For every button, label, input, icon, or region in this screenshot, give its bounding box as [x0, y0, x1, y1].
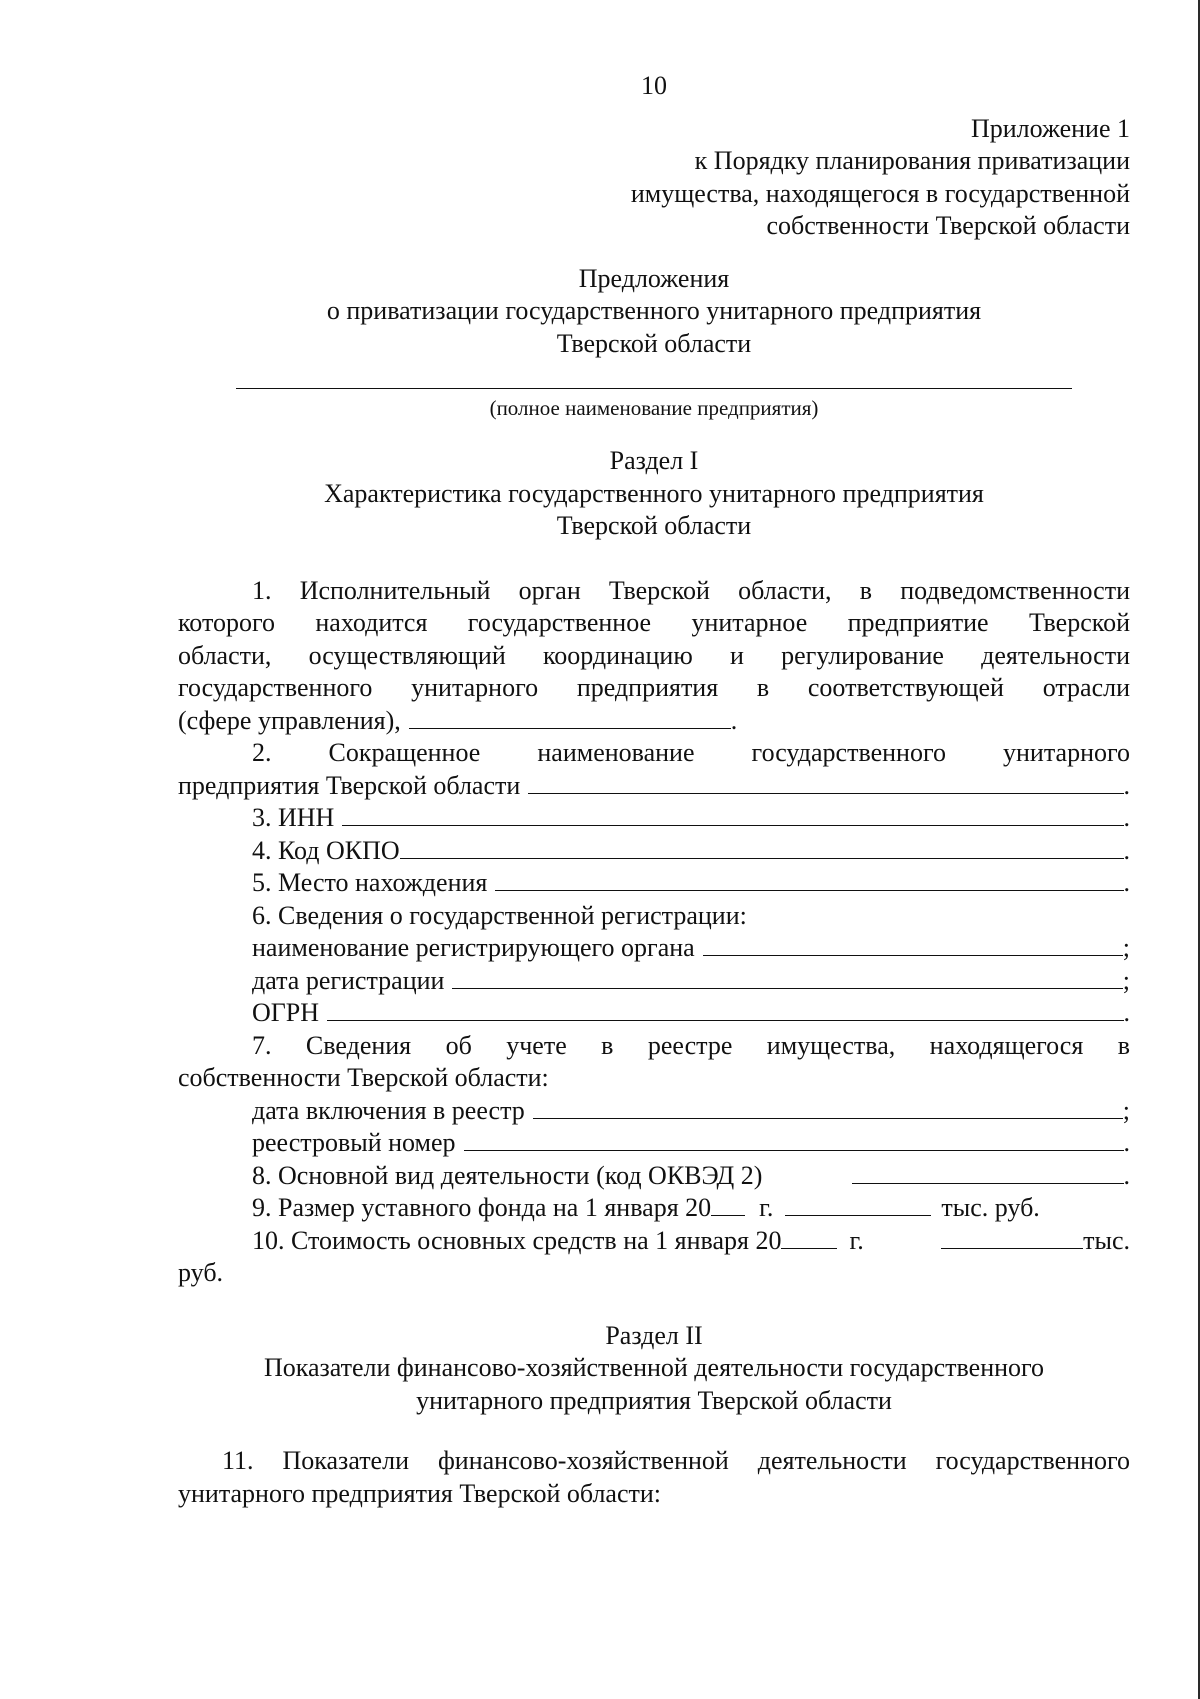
appendix-line-4: собственности Тверской области — [766, 211, 1130, 240]
item-3-inn-field[interactable] — [342, 803, 1123, 826]
item-4 — [178, 835, 1130, 868]
item-6-registrar-semicolon: ; — [1122, 933, 1130, 962]
item-4-period: . — [1123, 835, 1130, 865]
item-2-field[interactable] — [528, 771, 1123, 794]
section-1-number: Раздел I — [609, 446, 699, 475]
item-2-period: . — [1123, 770, 1130, 800]
item-7-number-field[interactable] — [464, 1128, 1124, 1151]
item-7-number-period: . — [1123, 1128, 1130, 1157]
item-6-registrar-label: наименование регистрирующего органа — [252, 933, 695, 962]
item-3-period: . — [1123, 803, 1130, 832]
enterprise-name-blank[interactable] — [236, 388, 1072, 389]
item-2-label: предприятия Тверской области — [178, 770, 521, 800]
item-7-date — [178, 1095, 1130, 1128]
item-10-year-field[interactable] — [781, 1226, 837, 1249]
appendix-header — [178, 113, 1130, 243]
section-2-title-line-2: унитарного предприятия Тверской области — [416, 1385, 892, 1415]
item-7-date-field[interactable] — [533, 1096, 1123, 1119]
document-page — [178, 70, 1130, 1510]
item-7-line-2: собственности Тверской области: — [178, 1063, 549, 1092]
item-6: 6. Сведения о государственной регистрации: — [252, 900, 747, 930]
item-6-ogrn — [178, 997, 1130, 1030]
item-10 — [178, 1225, 1130, 1258]
item-8-period: . — [1123, 1160, 1130, 1190]
item-7-date-label: дата включения в реестр — [252, 1095, 525, 1125]
item-7-date-semicolon: ; — [1122, 1095, 1130, 1125]
title-line-3: Тверской области — [556, 328, 752, 358]
item-1-label: (сфере управления), — [178, 705, 401, 735]
item-6-date-field[interactable] — [452, 966, 1122, 989]
item-8-label: 8. Основной вид деятельности (код ОКВЭД 2) — [252, 1160, 763, 1190]
item-6-ogrn-label: ОГРН — [252, 998, 320, 1027]
appendix-line-2: к Порядку планирования приватизации — [694, 146, 1130, 175]
item-1-line-5 — [178, 705, 1130, 738]
document-title — [178, 263, 1130, 361]
item-10-amount-field[interactable] — [941, 1226, 1083, 1249]
item-7-number — [178, 1127, 1130, 1160]
item-2-line-1: 2. Сокращенное наименование государственного унитарного — [252, 738, 1130, 767]
item-7-number-label: реестровый номер — [252, 1128, 456, 1157]
item-10-unit-part-2: руб. — [178, 1258, 224, 1287]
item-5-period: . — [1123, 868, 1130, 897]
section-1-title-line-1: Характеристика государственного унитарного предприятия — [324, 478, 984, 508]
item-9-label: 9. Размер уставного фонда на 1 января 20 — [252, 1193, 712, 1222]
title-line-1: Предложения — [578, 263, 730, 293]
item-6-date-semicolon: ; — [1122, 965, 1130, 995]
item-4-label: 4. Код ОКПО — [252, 835, 400, 865]
section-2-title-line-1: Показатели финансово-хозяйственной деятельности государственного — [263, 1353, 1045, 1382]
item-8-okved-field[interactable] — [852, 1161, 1124, 1184]
section-1-items — [178, 575, 1130, 1290]
item-9-year-field[interactable] — [711, 1193, 745, 1216]
item-7-line-1: 7. Сведения об учете в реестре имущества, находящегося в — [252, 1030, 1130, 1060]
item-6-ogrn-field[interactable] — [327, 998, 1123, 1021]
section-1-heading — [178, 445, 1130, 543]
item-2-line-2 — [178, 770, 1130, 803]
item-1-line-4: государственного унитарного предприятия в соответствующей отрасли — [178, 673, 1130, 702]
item-9-year-suffix: г. — [759, 1193, 774, 1222]
item-1-period: . — [730, 705, 738, 735]
item-6-registrar — [178, 932, 1130, 965]
item-1-line-2: которого находится государственное унитарное предприятие Тверской — [178, 608, 1130, 637]
item-6-date — [178, 965, 1130, 998]
section-1-title-line-2: Тверской области — [556, 511, 752, 540]
item-5-location-field[interactable] — [495, 868, 1123, 891]
section-2-heading — [178, 1320, 1130, 1418]
item-1-line-3: области, осуществляющий координацию и регулирование деятельности — [178, 640, 1130, 670]
item-6-registrar-field[interactable] — [703, 933, 1123, 956]
item-9 — [178, 1192, 1130, 1225]
section-2-number: Раздел II — [605, 1320, 703, 1350]
item-1-field[interactable] — [409, 706, 731, 729]
item-11-line-1: 11. Показатели финансово-хозяйственной деятельности государственного — [222, 1446, 1130, 1475]
item-4-okpo-field[interactable] — [400, 836, 1124, 859]
item-9-unit: тыс. руб. — [941, 1193, 1040, 1222]
item-10-year-suffix: г. — [849, 1225, 864, 1255]
item-9-amount-field[interactable] — [785, 1193, 931, 1216]
item-6-ogrn-period: . — [1123, 998, 1130, 1027]
item-3-label: 3. ИНН — [252, 803, 335, 832]
item-10-label: 10. Стоимость основных средств на 1 января 20 — [252, 1225, 782, 1255]
enterprise-name-caption: (полное наименование предприятия) — [489, 396, 819, 420]
item-8 — [178, 1160, 1130, 1193]
item-1-line-1: 1. Исполнительный орган Тверской области, в подведомственности — [252, 575, 1130, 605]
item-10-unit-part-1: тыс. — [1083, 1225, 1130, 1255]
section-2-items — [178, 1445, 1130, 1510]
item-11-line-2: унитарного предприятия Тверской области: — [178, 1478, 661, 1508]
item-5-label: 5. Место нахождения — [252, 868, 488, 897]
item-3 — [178, 802, 1130, 835]
page-number: 10 — [641, 71, 667, 100]
appendix-line-1: Приложение 1 — [970, 113, 1130, 143]
title-line-2: о приватизации государственного унитарного предприятия — [326, 296, 982, 325]
item-6-date-label: дата регистрации — [252, 965, 445, 995]
appendix-line-3: имущества, находящегося в государственной — [630, 178, 1130, 208]
item-5 — [178, 867, 1130, 900]
